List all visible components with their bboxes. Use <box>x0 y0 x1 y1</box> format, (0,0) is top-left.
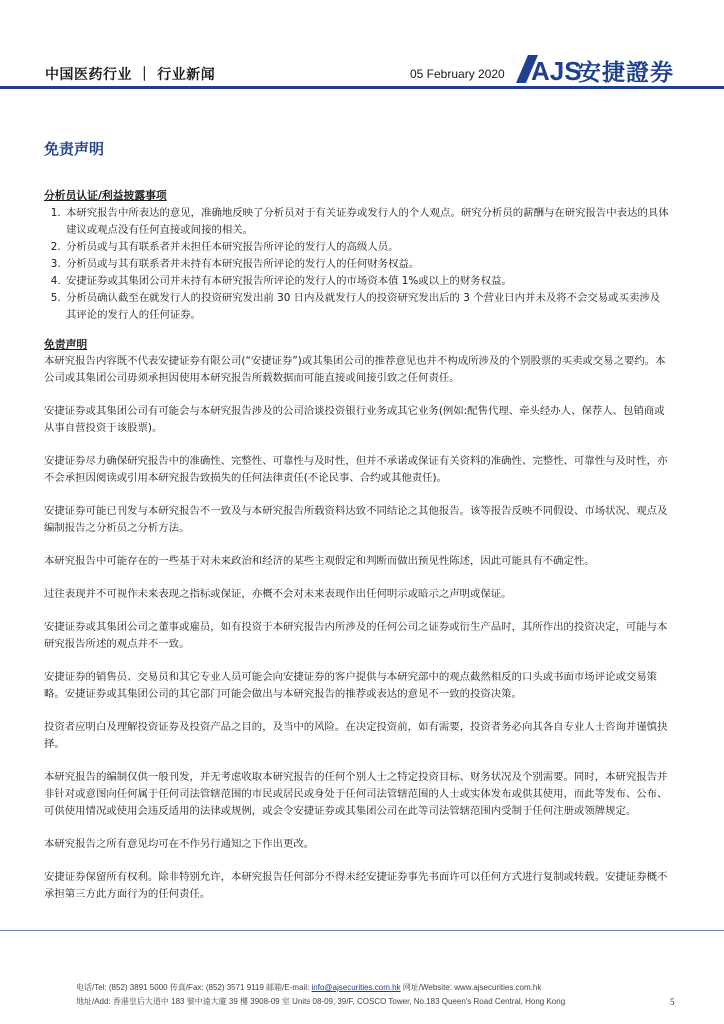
footer-rule <box>0 930 724 931</box>
page-footer <box>0 930 724 1024</box>
paragraph: 过往表现并不可视作未来表现之指标或保证，亦概不会对未来表现作出任何明示或暗示之声明或保证。 <box>44 588 512 600</box>
footer-contact <box>76 982 541 993</box>
analyst-list <box>44 205 670 324</box>
report-date: 05 February 2020 <box>410 67 505 81</box>
list-item: 1. 本研究报告中所表达的意见，准确地反映了分析员对于有关证券或发行人的个人观点。研究分析员的薪酬与在研究报告中表达的具体建议或观点没有任何直接或间接的相关。 <box>64 205 670 239</box>
paragraph: 本研究报告中可能存在的一些基于对未来政治和经济的某些主观假定和判断而做出预见性陈述，因此可能具有不确定性。 <box>44 555 595 567</box>
paragraph: 安捷证券或其集团公司有可能会与本研究报告涉及的公司洽谈投资银行业务或其它业务(例如:配售代理、牵头经办人、保荐人、包销商或从事自营投资于该股票)。 <box>44 405 665 434</box>
footer-contact-prefix: 电话/Tel: (852) 3891 5000 传真/Fax: (852) 3571 9119 邮箱/E-mail: <box>76 983 312 992</box>
report-section-label: 中国医药行业 ｜ 行业新闻 <box>45 67 216 83</box>
paragraph: 安捷证券保留所有权利。除非特别允许，本研究报告任何部分不得未经安捷证券事先书面许可以任何方式进行复制或转载。安捷证券概不承担第三方此方面行为的任何责任。 <box>44 871 668 900</box>
paragraph: 安捷证券的销售员、交易员和其它专业人员可能会向安捷证券的客户提供与本研究部中的观点截然相反的口头或书面市场评论或交易策略。安捷证券或其集团公司的其它部门可能会做出与本研究报告的推荐或表达的意见不一致的投资决策。 <box>44 671 658 700</box>
analyst-heading: 分析员认证/利益披露事项 <box>44 189 167 202</box>
list-item: 4. 安捷证券或其集团公司并未持有本研究报告所评论的发行人的市场资本值 1%或以上的财务权益。 <box>64 273 670 290</box>
list-item: 2. 分析员或与其有联系者并未担任本研究报告所评论的发行人的高级人员。 <box>64 239 670 256</box>
paragraph: 本研究报告内容既不代表安捷证券有限公司(“安捷证券”)或其集团公司的推荐意见也并不构成所涉及的个别股票的买卖或交易之要约。本公司或其集团公司毋须承担因使用本研究报告所载数据而可能直接或间接引致之任何责任。 <box>44 355 666 384</box>
header-rule <box>0 86 724 89</box>
main-content <box>44 187 670 919</box>
paragraph: 安捷证券尽力确保研究报告中的准确性、完整性、可靠性与及时性，但并不承诺或保证有关资料的准确性、完整性、可靠性与及时性，亦不会承担因阅读或引用本研究报告致损失的任何法律责任(不论民事、合约或其他责任)。 <box>44 455 668 484</box>
company-logo <box>516 53 694 85</box>
disclaimer-heading: 免责声明 <box>44 338 88 351</box>
logo-wordmark: 安捷證券 <box>578 60 674 86</box>
paragraph: 安捷证券或其集团公司之董事或雇员，如有投资于本研究报告内所涉及的任何公司之证券或衍生产品时，其所作出的投资决定，可能与本研究报告所述的观点并不一致。 <box>44 621 668 650</box>
logo-mark-text: AJS <box>531 56 582 86</box>
paragraph: 安捷证券可能已刊发与本研究报告不一致及与本研究报告所载资料达致不同结论之其他报告。该等报告反映不同假设、市场状况、观点及编制报告之分析员之分析方法。 <box>44 505 668 534</box>
page-title: 免责声明 <box>44 140 105 158</box>
footer-contact-suffix: 网址/Website: www.ajsecurities.com.hk <box>400 983 542 992</box>
footer-address: 地址/Add: 香港皇后大道中 183 號中遠大廈 39 樓 3908-09 室 Units 08-09, 39/F, COSCO Tower, No.183 Queen's Road Central, Hong Kong <box>76 997 566 1006</box>
paragraph: 本研究报告之所有意见均可在不作另行通知之下作出更改。 <box>44 838 315 850</box>
paragraph: 投资者应明白及理解投资证券及投资产品之目的，及当中的风险。在决定投资前，如有需要，投资者务必向其各自专业人士咨询并谨慎抉择。 <box>44 721 668 750</box>
list-item: 5. 分析员确认截至在就发行人的投资研究发出前 30 日内及就发行人的投资研究发出后的 3 个营业日内并未及将不会交易或买卖涉及其评论的发行人的任何证券。 <box>64 290 670 324</box>
ajs-logo-mark-icon <box>516 53 582 86</box>
paragraph: 本研究报告的编制仅供一般刊发，并无考虑收取本研究报告的任何个别人士之特定投资目标、财务状况及个别需要。同时，本研究报告并非针对或意图向任何属于任何司法管辖范围的市民或居民或身处于任何司法管辖范围的人士或实体发布或供其使用，而此等发布、公布、可供使用情况或使用会违反适用的法律或规例，或会令安捷证券或其集团公司在此等司法管辖范围内受制于任何注册或领牌规定。 <box>44 771 668 817</box>
email-link[interactable]: info@ajsecurities.com.hk <box>311 983 401 992</box>
list-item: 3. 分析员或与其有联系者并未持有本研究报告所评论的发行人的任何财务权益。 <box>64 256 670 273</box>
page-header <box>0 0 724 100</box>
page-number: 5 <box>670 997 675 1007</box>
